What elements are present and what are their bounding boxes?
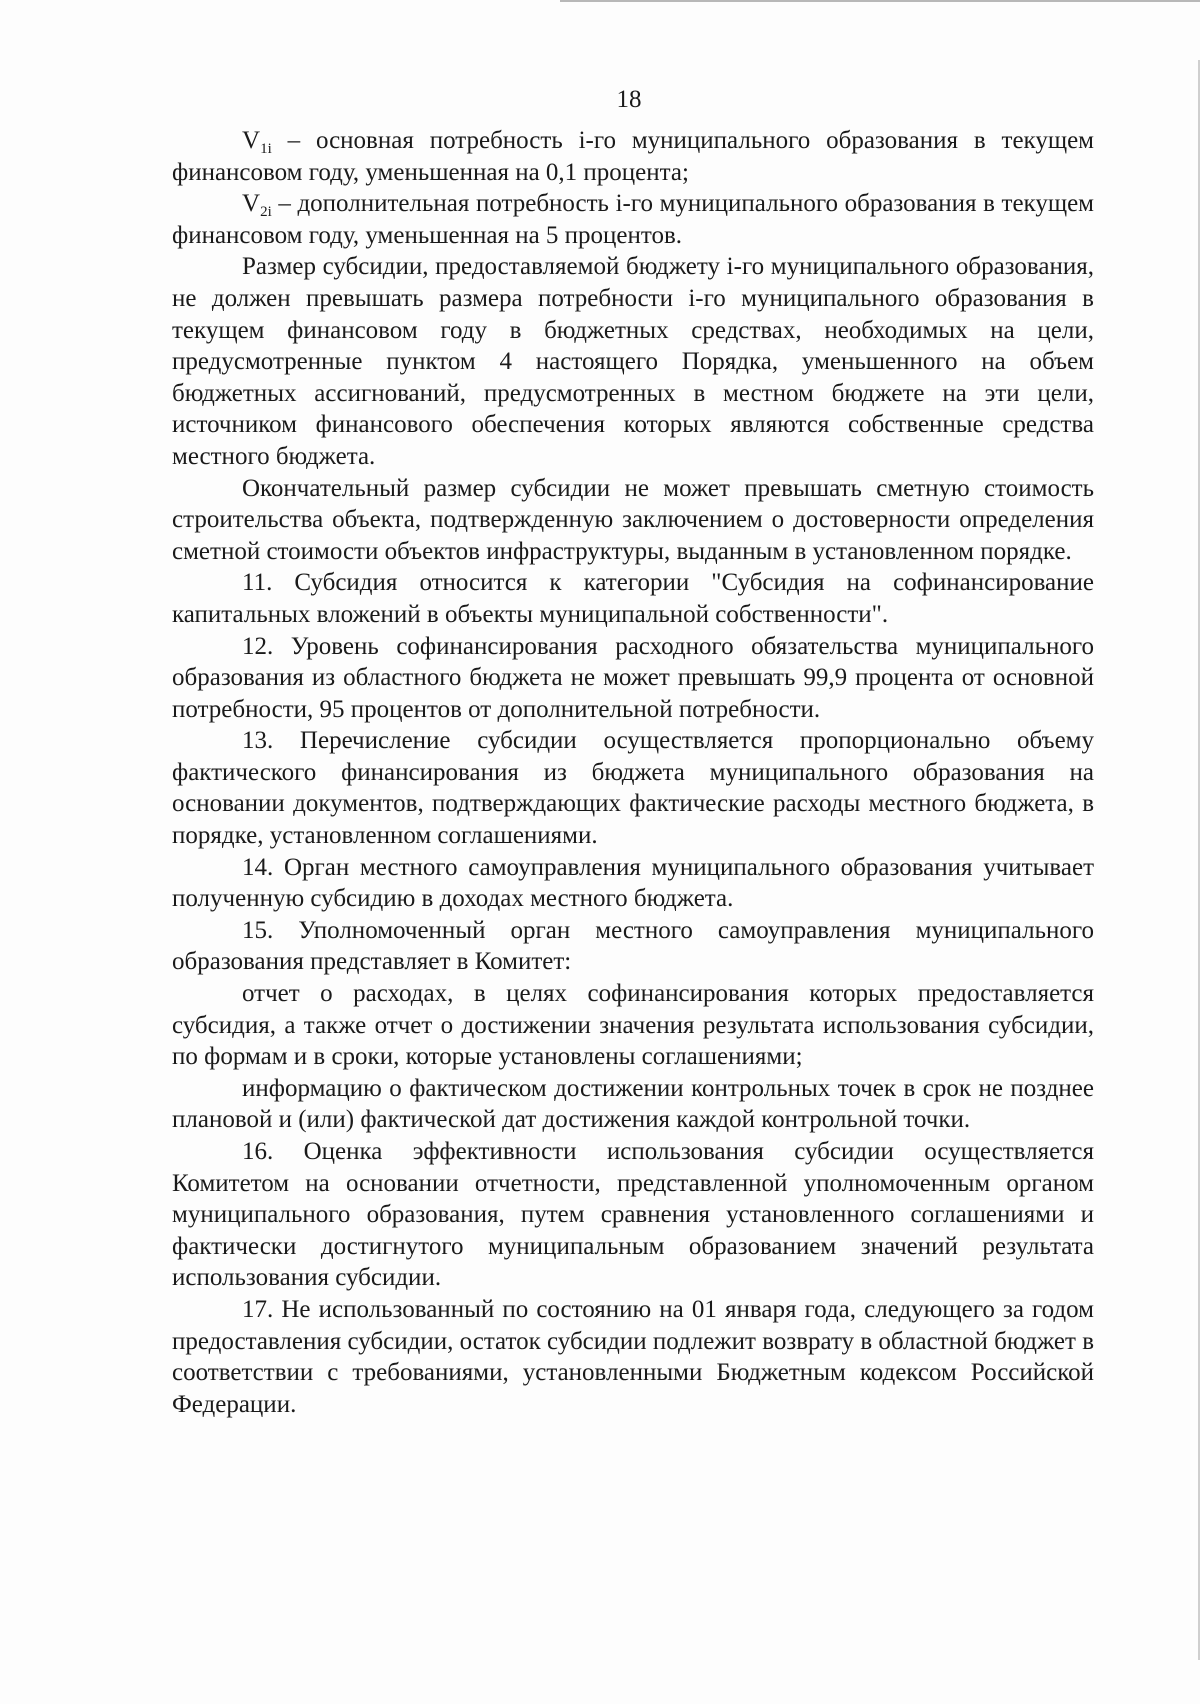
clause-11: 11. Субсидия относится к категории "Субсидия на софинансирование капитальных вложений в объекты муниципальной собственности".	[172, 569, 1094, 628]
variable-definition-v2	[172, 188, 1094, 251]
page-number: 18	[616, 86, 642, 113]
variable-description: – дополнительная потребность i-го муниципального образования в текущем финансовом году, уменьшенная на 5 процентов.	[172, 190, 1094, 249]
clause-13: 13. Перечисление субсидии осуществляется пропорционально объему фактического финансирования из бюджета муниципального образования на основании документов, подтверждающих фактические расходы местного бюджета, в порядке, установленном соглашениями.	[172, 727, 1094, 850]
variable-symbol: V	[242, 190, 261, 218]
scan-edge-top	[560, 0, 1200, 2]
clause-17: 17. Не использованный по состоянию на 01 января года, следующего за годом предоставления субсидии, остаток субсидии подлежит возврату в областной бюджет в соответствии с требованиями, установленными Бюджетным кодексом Российской Федерации.	[172, 1295, 1094, 1418]
variable-definition-v1	[172, 125, 1094, 188]
clause-12: 12. Уровень софинансирования расходного обязательства муниципального образования из областного бюджета не может превышать 99,9 процента от основной потребности, 95 процентов от дополнительной потребности.	[172, 632, 1094, 723]
variable-subscript: 1i	[260, 141, 272, 157]
clause-15-report-item: отчет о расходах, в целях софинансирования которых предоставляется субсидия, а также отчет о достижении значения результата использования субсидии, по формам и в сроки, которые установлены соглашениями;	[172, 980, 1094, 1071]
clause-14: 14. Орган местного самоуправления муниципального образования учитывает полученную субсидию в доходах местного бюджета.	[172, 853, 1094, 913]
paragraph-final-subsidy-size: Окончательный размер субсидии не может превышать сметную стоимость строительства объекта, подтвержденную заключением о достоверности определения сметной стоимости объектов инфраструктуры, выданным в установленном порядке.	[172, 474, 1094, 565]
variable-subscript: 2i	[260, 204, 272, 221]
document-body	[172, 125, 1094, 1420]
variable-description: – основная потребность i-го муниципального образования в текущем финансовом году, уменьшенная на 0,1 процента;	[172, 127, 1094, 186]
clause-16: 16. Оценка эффективности использования субсидии осуществляется Комитетом на основании отчетности, представленной уполномоченным органом муниципального образования, путем сравнения установленного соглашениями и фактически достигнутого муниципальным образованием значений результата использования субсидии.	[172, 1138, 1094, 1292]
clause-15-info-item: информацию о фактическом достижении контрольных точек в срок не позднее плановой и (или) фактической дат достижения каждой контрольной точки.	[172, 1074, 1094, 1134]
clause-15: 15. Уполномоченный орган местного самоуправления муниципального образования представляет в Комитет:	[172, 916, 1094, 976]
variable-symbol: V	[242, 127, 261, 154]
paragraph-subsidy-size: Размер субсидии, предоставляемой бюджету i-го муниципального образования, не должен превышать размера потребности i-го муниципального образования в текущем финансовом году в бюджетных средствах, необходимых на цели, предусмотренные пунктом 4 настоящего Порядка, уменьшенного на объем бюджетных ассигнований, предусмотренных в местном бюджете на эти цели, источником финансового обеспечения которых являются собственные средства местного бюджета.	[172, 253, 1094, 470]
